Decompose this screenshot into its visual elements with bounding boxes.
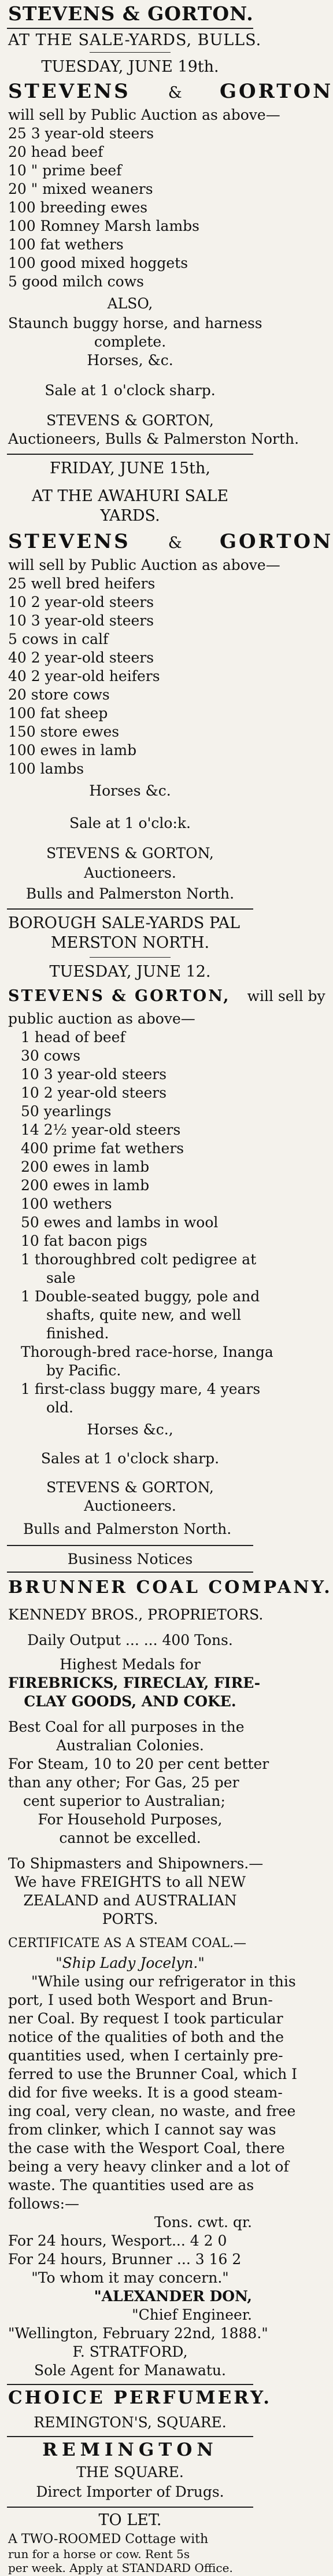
list-item: 10 " prime beef bbox=[8, 162, 122, 179]
agent-name: F. STRATFORD, bbox=[72, 2343, 188, 2360]
remington-subtitle: THE SQUARE. bbox=[76, 2464, 184, 2481]
divider bbox=[7, 1572, 253, 1573]
sale3-signature: STEVENS & GORTON, bbox=[46, 1479, 214, 1496]
divider bbox=[7, 28, 253, 29]
sale2-signature: Bulls and Palmerston North. bbox=[25, 885, 235, 902]
list-item: 50 yearlings bbox=[21, 1103, 112, 1120]
table-header: Tons. cwt. qr. bbox=[154, 2214, 252, 2231]
sale3-firm: STEVENS & GORTON, will sell by bbox=[8, 987, 325, 1005]
list-item: by Pacific. bbox=[46, 1362, 121, 1379]
list-item: 10 2 year-old steers bbox=[8, 594, 154, 610]
brunner-body: Australian Colonies. bbox=[56, 1737, 204, 1754]
brunner-shipping: ZEALAND and AUSTRALIAN bbox=[23, 1892, 237, 1909]
list-item: shafts, quite new, and well bbox=[46, 1307, 242, 1323]
brunner-body: Best Coal for all purposes in the bbox=[8, 1718, 245, 1735]
sale1-intro: will sell by Public Auction as above— bbox=[8, 106, 280, 123]
brunner-body: than any other; For Gas, 25 per bbox=[8, 1774, 239, 1791]
sale1-extra: complete. bbox=[94, 333, 166, 350]
sale2-venue: YARDS. bbox=[100, 507, 160, 525]
list-item: finished. bbox=[46, 1325, 109, 1342]
brunner-body: For Steam, 10 to 20 per cent better bbox=[8, 1756, 269, 1772]
list-item: 10 3 year-old steers bbox=[8, 612, 154, 629]
tolet-title: TO LET. bbox=[98, 2511, 162, 2529]
list-item: 1 head of beef bbox=[21, 1029, 125, 1046]
certificate-text: from clinker, which I cannot say was bbox=[8, 2121, 276, 2138]
brunner-medals: Highest Medals for bbox=[60, 1656, 201, 1673]
list-item: 200 ewes in lamb bbox=[21, 1158, 150, 1175]
divider bbox=[7, 2507, 253, 2508]
list-item: 5 cows in calf bbox=[8, 631, 109, 647]
brunner-medals: CLAY GOODS, AND COKE. bbox=[24, 1693, 236, 1710]
perfumery-subtitle: REMINGTON'S, SQUARE. bbox=[34, 2414, 227, 2431]
list-item: 100 breeding ewes bbox=[8, 199, 148, 216]
sale2-date: FRIDAY, JUNE 15th, bbox=[50, 459, 210, 477]
sale1-date: TUESDAY, JUNE 19th. bbox=[41, 58, 219, 76]
sale1-also: ALSO, bbox=[107, 295, 153, 312]
certificate-signer: "ALEXANDER DON, bbox=[94, 2288, 252, 2305]
tolet-body: A TWO-ROOMED Cottage with bbox=[8, 2532, 209, 2546]
list-item: 100 Romney Marsh lambs bbox=[8, 218, 199, 234]
certificate-ship: "Ship Lady Jocelyn." bbox=[56, 1955, 205, 1971]
brunner-title: BRUNNER COAL COMPANY. bbox=[8, 1577, 332, 1598]
divider bbox=[7, 908, 253, 910]
sale3-extra: Horses &c., bbox=[87, 1421, 173, 1438]
list-item: 5 good milch cows bbox=[8, 273, 144, 290]
table-row: For 24 hours, Wesport... 4 2 0 bbox=[8, 2232, 227, 2249]
list-item: 150 store ewes bbox=[8, 723, 120, 740]
list-item: 20 head beef bbox=[8, 143, 103, 160]
divider bbox=[7, 2384, 253, 2385]
brunner-output: Daily Output ... ... 400 Tons. bbox=[27, 1632, 233, 1648]
brunner-medals: FIREBRICKS, FIRECLAY, FIRE- bbox=[8, 1675, 261, 1691]
sale1-firm: STEVENS & GORTON bbox=[8, 80, 333, 103]
list-item: 100 good mixed hoggets bbox=[8, 255, 188, 271]
list-item: old. bbox=[46, 1399, 73, 1416]
list-item: 1 first-class buggy mare, 4 years bbox=[21, 1381, 261, 1397]
certificate-signer-title: "Chief Engineer. bbox=[132, 2306, 252, 2323]
list-item: 30 cows bbox=[21, 1047, 81, 1064]
sale1-signature: STEVENS & GORTON, bbox=[46, 412, 214, 429]
table-row: For 24 hours, Brunner ... 3 16 2 bbox=[8, 2251, 242, 2268]
sale1-extra: Staunch buggy horse, and harness bbox=[8, 315, 262, 332]
sale3-venue: MERSTON NORTH. bbox=[50, 934, 210, 952]
sale2-firm: STEVENS & GORTON bbox=[8, 530, 333, 553]
list-item: 14 2½ year-old steers bbox=[21, 1121, 181, 1138]
certificate-text: ing coal, very clean, no waste, and free bbox=[8, 2103, 296, 2119]
sale2-extra: Horses &c. bbox=[89, 782, 171, 799]
sale3-signature: Bulls and Palmerston North. bbox=[23, 1521, 232, 1537]
tolet-body: run for a horse or cow. Rent 5s bbox=[8, 2547, 190, 2561]
sale2-venue: AT THE AWAHURI SALE bbox=[31, 487, 229, 505]
agent-title: Sole Agent for Manawatu. bbox=[34, 2362, 226, 2379]
list-item: 100 lambs bbox=[8, 760, 84, 777]
sale3-venue: BOROUGH SALE-YARDS PAL bbox=[8, 914, 240, 932]
sale3-time: Sales at 1 o'clock sharp. bbox=[40, 1450, 220, 1467]
certificate-title: CERTIFICATE AS A STEAM COAL.— bbox=[8, 1936, 247, 1951]
list-item: 10 3 year-old steers bbox=[21, 1066, 167, 1083]
perfumery-title: CHOICE PERFUMERY. bbox=[8, 2387, 272, 2408]
certificate-text: ferred to use the Brunner Coal, which I bbox=[8, 2066, 298, 2082]
list-item: 25 3 year-old steers bbox=[8, 125, 154, 142]
brunner-body: cannot be excelled. bbox=[59, 1830, 201, 1846]
certificate-text: being a very heavy clinker and a lot of bbox=[8, 2158, 289, 2175]
certificate-text: "While using our refrigerator in this bbox=[31, 1973, 296, 1990]
sale2-signature: Auctioneers. bbox=[84, 864, 176, 881]
section-header: Business Notices bbox=[67, 1551, 193, 1567]
masthead-title: STEVENS & GORTON. bbox=[8, 2, 254, 25]
list-item: 1 Double-seated buggy, pole and bbox=[21, 1288, 260, 1305]
certificate-close: "To whom it may concern." bbox=[31, 2269, 229, 2286]
remington-desc: Direct Importer of Drugs. bbox=[36, 2483, 224, 2500]
list-item: 10 2 year-old steers bbox=[21, 1084, 167, 1101]
certificate-text: port, I used both Wesport and Brun- bbox=[8, 1992, 273, 2008]
list-item: Thorough-bred race-horse, Inanga bbox=[21, 1344, 273, 1360]
sale2-signature: STEVENS & GORTON, bbox=[46, 845, 214, 862]
sale3-date: TUESDAY, JUNE 12. bbox=[49, 963, 211, 981]
list-item: 50 ewes and lambs in wool bbox=[21, 1214, 219, 1231]
divider bbox=[7, 454, 253, 455]
divider bbox=[7, 1545, 253, 1546]
certificate-text: follows:— bbox=[8, 2195, 79, 2212]
certificate-text: notice of the qualities of both and the bbox=[8, 2029, 284, 2045]
list-item: 400 prime fat wethers bbox=[21, 1140, 184, 1157]
sale1-venue: AT THE SALE-YARDS, BULLS. bbox=[8, 31, 262, 49]
list-item: 200 ewes in lamb bbox=[21, 1177, 150, 1194]
certificate-text: ner Coal. By request I took particular bbox=[8, 2010, 283, 2027]
sale3-signature: Auctioneers. bbox=[84, 1497, 176, 1514]
list-item: 1 thoroughbred colt pedigree at bbox=[21, 1251, 257, 1268]
certificate-text: the case with the Wesport Coal, there bbox=[8, 2140, 285, 2157]
list-item: 40 2 year-old heifers bbox=[8, 668, 160, 685]
list-item: 20 " mixed weaners bbox=[8, 181, 153, 197]
list-item: 25 well bred heifers bbox=[8, 575, 156, 592]
certificate-date: "Wellington, February 22nd, 1888." bbox=[8, 2325, 268, 2342]
brunner-body: For Household Purposes, bbox=[38, 1811, 223, 1828]
brunner-shipping: To Shipmasters and Shipowners.— bbox=[8, 1855, 264, 1872]
list-item: 100 fat sheep bbox=[8, 705, 108, 722]
tolet-body: per week. Apply at STANDARD Office. bbox=[8, 2561, 233, 2575]
list-item: 100 wethers bbox=[21, 1195, 112, 1212]
divider bbox=[7, 2436, 253, 2437]
brunner-proprietors: KENNEDY BROS., PROPRIETORS. bbox=[8, 1606, 264, 1623]
brunner-shipping: We have FREIGHTS to all NEW bbox=[14, 1874, 246, 1890]
list-item: sale bbox=[46, 1269, 76, 1286]
certificate-text: quantities used, when I certainly pre- bbox=[8, 2047, 283, 2064]
brunner-body: cent superior to Australian; bbox=[23, 1793, 225, 1809]
list-item: 40 2 year-old steers bbox=[8, 649, 154, 666]
certificate-text: waste. The quantities used are as bbox=[8, 2177, 254, 2194]
divider bbox=[90, 52, 171, 53]
sale1-time: Sale at 1 o'clock sharp. bbox=[45, 382, 216, 399]
divider bbox=[90, 957, 171, 958]
remington-title: REMINGTON bbox=[42, 2439, 218, 2460]
sale1-extra: Horses, &c. bbox=[87, 352, 173, 369]
list-item: 100 fat wethers bbox=[8, 236, 124, 253]
certificate-text: did for five weeks. It is a good steam- bbox=[8, 2084, 283, 2101]
list-item: 10 fat bacon pigs bbox=[21, 1232, 147, 1249]
sale1-signature: Auctioneers, Bulls & Palmerston North. bbox=[8, 430, 299, 447]
sale3-intro: public auction as above— bbox=[8, 1010, 195, 1027]
list-item: 20 store cows bbox=[8, 686, 110, 703]
sale2-intro: will sell by Public Auction as above— bbox=[8, 557, 280, 573]
brunner-shipping: PORTS. bbox=[102, 1911, 158, 1927]
sale2-time: Sale at 1 o'clo:k. bbox=[69, 815, 191, 831]
list-item: 100 ewes in lamb bbox=[8, 742, 137, 759]
